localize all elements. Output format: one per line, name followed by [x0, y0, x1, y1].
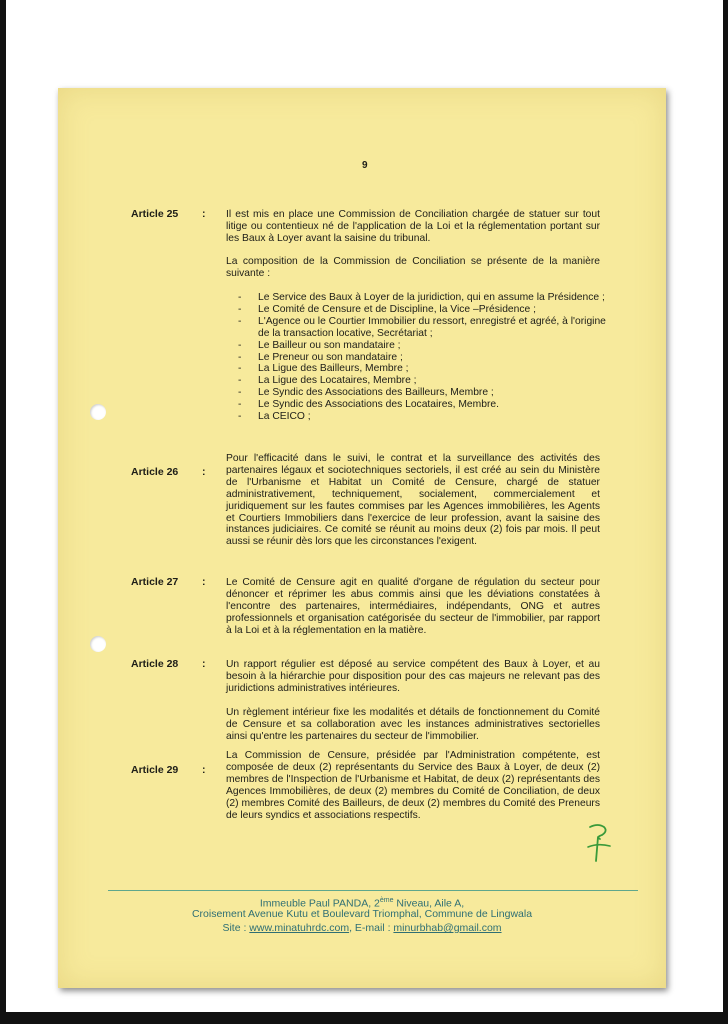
list-dash: - [238, 375, 242, 387]
document-page [58, 88, 666, 988]
list-dash: - [238, 411, 242, 423]
list-item: - L'Agence ou le Courtier Immobilier du ressort, enregistré et agréé, à l'origine de la transaction locative, Secrétariat ; [238, 315, 606, 339]
footer-address-line-1: Immeuble Paul PANDA, 2ème Niveau, Aile A, [259, 897, 465, 910]
article-25-colon: : [202, 208, 206, 220]
punch-hole-top [90, 404, 106, 420]
article-25-composition: La composition de la Commission de Conciliation se présente de la manière suivante : [226, 256, 600, 279]
article-26-label: Article 26 [131, 466, 179, 478]
website-link[interactable]: www.minatuhrdc.com [249, 922, 350, 934]
footer-rule [108, 890, 638, 891]
list-dash: - [238, 292, 242, 303]
article-28-text-2: Un règlement intérieur fixe les modalités et détails de fonctionnement du Comité de Censure et sa collaboration avec les instances administratives sectorielles ainsi qu'entre les partenaires du secteur de l'immobilier. [226, 707, 600, 742]
list-item: - Le Syndic des Associations des Bailleurs, Membre ; [238, 387, 494, 399]
list-item: - La Ligue des Bailleurs, Membre ; [238, 363, 409, 375]
article-25-intro: Il est mis en place une Commission de Conciliation chargée de statuer sur tout litige ou contentieux né de l'application de la Loi et la réglementation portant sur les Baux à Loyer avant la saisine du tribunal. [226, 209, 600, 244]
page-number: 9 [362, 160, 368, 171]
list-dash: - [238, 387, 242, 399]
article-28-text-1: Un rapport régulier est déposé au service compétent des Baux à Loyer, et au besoin à la hiérarchie pour disposition pour des cas majeurs ne relevant pas des juridictions administratives intérieures. [226, 659, 600, 694]
article-26-colon: : [202, 466, 206, 478]
list-item: - Le Syndic des Associations des Locataires, Membre. [238, 399, 499, 411]
article-29-label: Article 29 [131, 764, 179, 776]
list-dash: - [238, 303, 242, 315]
viewer-edge-right [723, 0, 728, 1024]
list-dash: - [238, 363, 242, 375]
viewer-edge-bottom [0, 1012, 728, 1024]
article-26-text: Pour l'efficacité dans le suivi, le contrat et la surveillance des activités des partenaires légaux et sociotechniques sectoriels, il est créé au sein du Ministère de l'Urbanisme et Habitat un Comité de Censure, chargé de statuer administrativement, techniquement, socialement, commercialement et juridiquement sur les fautes commises par les Agences immobilières, les Agents et Courtiers Immobiliers dans l'exercice de leur profession, avant la saisine des instances judiciaires. Ce comité se réunit au moins deux (2) fois par mois. Il peut aussi se réunir dès lors que les circonstances l'exigent. [226, 453, 600, 548]
list-item: - La Ligue des Locataires, Membre ; [238, 375, 417, 387]
handwritten-initial [584, 821, 614, 865]
list-item: - Le Service des Baux à Loyer de la juridiction, qui en assume la Présidence ; [238, 292, 605, 303]
commission-members-list [238, 292, 608, 423]
list-item: - Le Preneur ou son mandataire ; [238, 351, 403, 363]
article-27-label: Article 27 [131, 576, 179, 588]
footer-contact-line: Site : www.minatuhrdc.com, E-mail : minurbhab@gmail.com [222, 922, 502, 934]
article-28-colon: : [202, 658, 206, 670]
list-item: - La CEICO ; [238, 411, 311, 423]
list-item: - Le Bailleur ou son mandataire ; [238, 339, 401, 351]
article-29-text: La Commission de Censure, présidée par l'Administration compétente, est composée de deux (2) représentants du Service des Baux à Loyer, de deux (2) membres de l'Inspection de l'Urbanisme et Habitat, de deux (2) représentants des Agences Immobilières, de deux (2) membres du Comité de Conciliation, de deux (2) membres Comité des Bailleurs, de deux (2) membres du Comité des Preneurs de leurs syndics et associations respectifs. [226, 750, 600, 821]
list-dash: - [238, 351, 242, 363]
viewer-edge-left [0, 0, 6, 1024]
list-dash: - [238, 339, 242, 351]
email-link[interactable]: minurbhab@gmail.com [393, 922, 502, 934]
article-29-colon: : [202, 764, 206, 776]
list-dash: - [238, 399, 242, 411]
article-25-label: Article 25 [131, 208, 179, 220]
article-27-text: Le Comité de Censure agit en qualité d'organe de régulation du secteur pour dénoncer et réprimer les abus commis ainsi que les déviations constatées à l'encontre des partenaires, intermédiaires, indépendants, ONG et autres professionnels et organisation catégorisée du secteur de l'immobilier, par rapport à la Loi et à la réglementation en la matière. [226, 577, 600, 636]
footer-address-line-2: Croisement Avenue Kutu et Boulevard Triomphal, Commune de Lingwala [191, 908, 533, 920]
article-27-colon: : [202, 576, 206, 588]
article-28-label: Article 28 [131, 658, 179, 670]
punch-hole-bottom [90, 636, 106, 652]
list-item: - Le Comité de Censure et de Discipline, la Vice –Présidence ; [238, 303, 536, 315]
list-dash: - [238, 315, 242, 327]
